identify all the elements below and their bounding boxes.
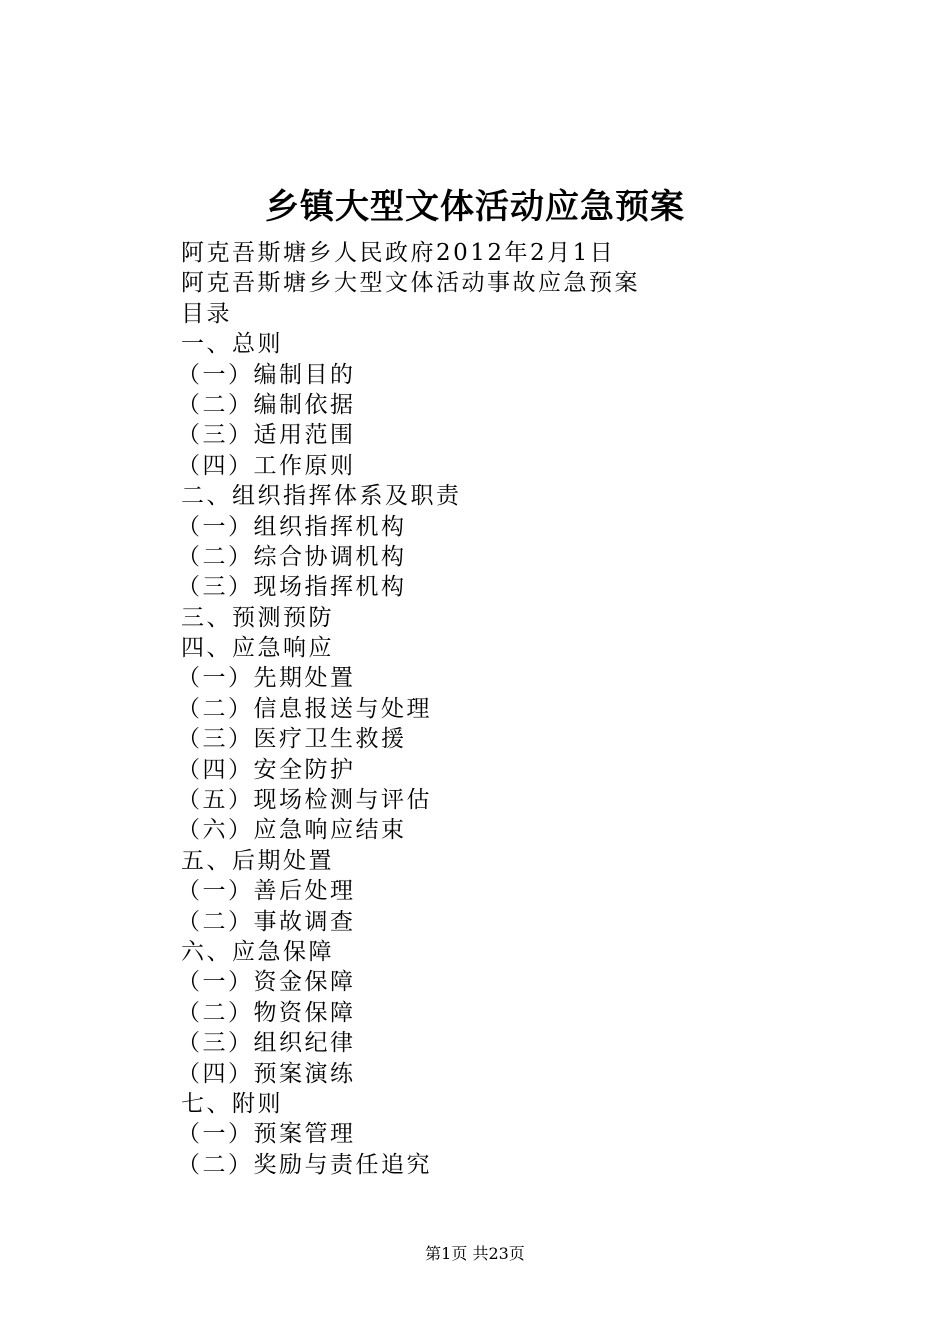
toc-subsection: （一）善后处理	[177, 878, 356, 905]
toc-subsection: （三）组织纪律	[177, 1030, 356, 1057]
toc-section: 三、预测预防	[181, 604, 334, 631]
toc-subsection: （四）安全防护	[177, 756, 356, 783]
page-number-footer: 第1页 共23页	[425, 1244, 525, 1263]
toc-subsection: （五）现场检测与评估	[177, 787, 432, 814]
toc-subsection: （一）编制目的	[177, 361, 356, 388]
document-title: 乡镇大型文体活动应急预案	[265, 187, 685, 227]
document-body	[177, 238, 881, 1180]
toc-section: 六、应急保障	[181, 938, 334, 965]
toc-subsection: （一）先期处置	[177, 665, 356, 692]
issuer-date-line: 阿克吾斯塘乡人民政府2012年2月1日	[181, 240, 616, 266]
toc-section: 四、应急响应	[181, 635, 334, 662]
toc-subsection: （二）物资保障	[177, 999, 356, 1026]
plan-subtitle: 阿克吾斯塘乡大型文体活动事故应急预案	[181, 270, 640, 297]
toc-subsection: （二）综合协调机构	[177, 543, 407, 570]
toc-subsection: （一）预案管理	[177, 1121, 356, 1148]
toc-subsection: （二）信息报送与处理	[177, 695, 432, 722]
toc-subsection: （四）工作原则	[177, 452, 356, 479]
toc-subsection: （二）奖励与责任追究	[177, 1151, 432, 1178]
toc-subsection: （一）组织指挥机构	[177, 513, 407, 540]
toc-section: 七、附则	[181, 1090, 283, 1117]
toc-heading: 目录	[181, 300, 232, 327]
toc-section: 五、后期处置	[181, 847, 334, 874]
toc-subsection: （三）现场指挥机构	[177, 574, 407, 601]
toc-subsection: （三）医疗卫生救援	[177, 726, 407, 753]
toc-subsection: （六）应急响应结束	[177, 817, 407, 844]
toc-subsection: （四）预案演练	[177, 1060, 356, 1087]
toc-section: 一、总则	[181, 331, 283, 358]
toc-section: 二、组织指挥体系及职责	[181, 483, 462, 510]
toc-subsection: （一）资金保障	[177, 969, 356, 996]
toc-subsection: （二）编制依据	[177, 391, 356, 418]
toc-subsection: （三）适用范围	[177, 422, 356, 449]
toc-subsection: （二）事故调查	[177, 908, 356, 935]
